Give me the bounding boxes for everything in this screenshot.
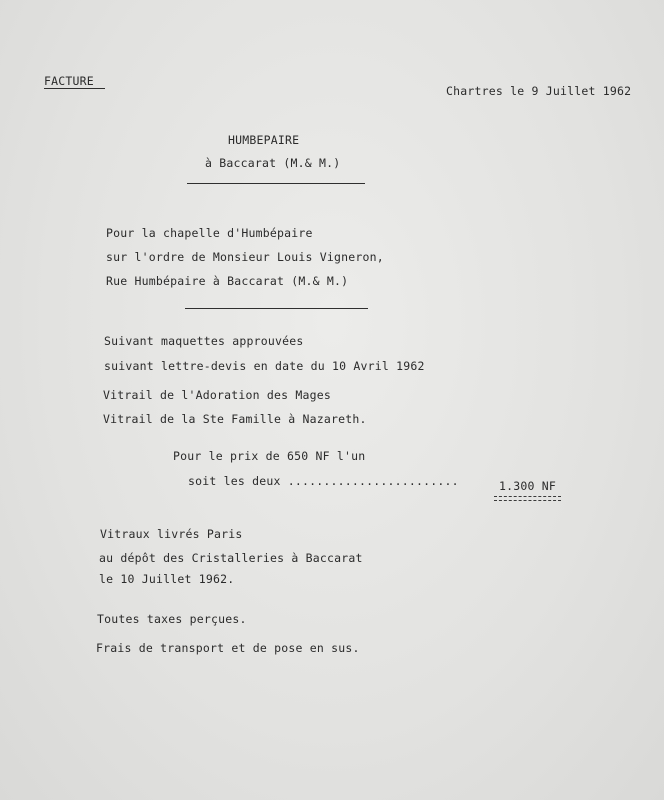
basis-line-2: suivant lettre-devis en date du 10 Avril 1962 bbox=[104, 359, 425, 373]
total-double-underline bbox=[494, 496, 561, 501]
price-total-label: soit les deux ........................ bbox=[188, 474, 459, 488]
delivery-line-1: Vitraux livrés Paris bbox=[100, 527, 243, 541]
separator-rule-2 bbox=[185, 308, 368, 309]
delivery-line-2: au dépôt des Cristalleries à Baccarat bbox=[99, 551, 363, 565]
price-unit-line: Pour le prix de 650 NF l'un bbox=[173, 449, 366, 463]
recipient-line-2: à Baccarat (M.& M.) bbox=[205, 156, 341, 170]
item-line-1: Vitrail de l'Adoration des Mages bbox=[103, 388, 331, 402]
recipient-line-1: HUMBEPAIRE bbox=[228, 133, 300, 147]
intro-line-3: Rue Humbépaire à Baccarat (M.& M.) bbox=[106, 274, 349, 288]
intro-line-1: Pour la chapelle d'Humbépaire bbox=[106, 226, 313, 240]
separator-rule-1 bbox=[187, 183, 365, 184]
note-transport: Frais de transport et de pose en sus. bbox=[96, 641, 360, 655]
note-taxes: Toutes taxes perçues. bbox=[97, 612, 247, 626]
basis-line-1: Suivant maquettes approuvées bbox=[104, 334, 304, 348]
facture-label: FACTURE bbox=[44, 74, 94, 88]
delivery-line-3: le 10 Juillet 1962. bbox=[99, 572, 235, 586]
facture-underline bbox=[44, 88, 105, 89]
item-line-2: Vitrail de la Ste Famille à Nazareth. bbox=[103, 412, 367, 426]
price-total-value: 1.300 NF bbox=[499, 479, 556, 493]
place-date: Chartres le 9 Juillet 1962 bbox=[446, 84, 632, 98]
intro-line-2: sur l'ordre de Monsieur Louis Vigneron, bbox=[106, 250, 384, 264]
